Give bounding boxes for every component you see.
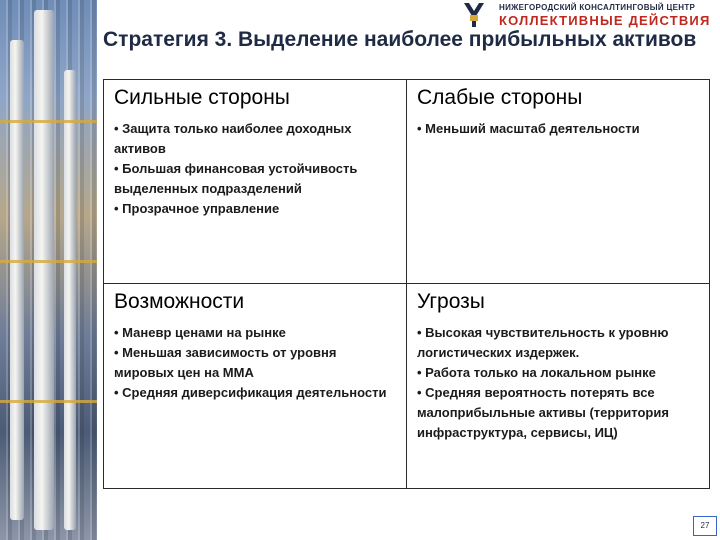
industrial-photo (0, 0, 97, 540)
threats-list (417, 323, 701, 443)
logo-title: КОЛЛЕКТИВНЫЕ ДЕЙСТВИЯ (499, 13, 711, 28)
opportunities-heading: Возможности (114, 290, 245, 313)
list-item: • Прозрачное управление (114, 201, 280, 216)
weaknesses-list (417, 119, 701, 139)
list-item: • Меньший масштаб деятельности (417, 121, 640, 136)
list-item: • Средняя диверсификация деятельности (114, 385, 387, 400)
swot-cell-weaknesses (407, 80, 710, 284)
strengths-heading: Сильные стороны (114, 86, 290, 109)
platform-band (0, 120, 97, 123)
slide-title: Стратегия 3. Выделение наиболее прибыльных активов (103, 28, 697, 51)
logo-subtitle: НИЖЕГОРОДСКИЙ КОНСАЛТИНГОВЫЙ ЦЕНТР (499, 3, 696, 12)
swot-cell-opportunities (104, 284, 407, 489)
platform-band (0, 260, 97, 263)
swot-cell-threats (407, 284, 710, 489)
list-item: • Меньшая зависимость от уровня мировых цен на ММА (114, 345, 337, 380)
refinery-column (64, 70, 76, 530)
list-item: • Средняя вероятность потерять все малоприбыльные активы (территория инфраструктура, сервисы, ИЦ) (417, 385, 669, 440)
page-number: 27 (693, 516, 717, 536)
refinery-column (34, 10, 54, 530)
strengths-list (114, 119, 398, 219)
swot-cell-strengths (104, 80, 407, 284)
platform-band (0, 400, 97, 403)
logo-emblem-icon (461, 2, 487, 28)
opportunities-list (114, 323, 398, 403)
list-item: • Маневр ценами на рынке (114, 325, 286, 340)
list-item: • Большая финансовая устойчивость выделенных подразделений (114, 161, 358, 196)
list-item: • Защита только наиболее доходных активов (114, 121, 352, 156)
weaknesses-heading: Слабые стороны (417, 86, 583, 109)
list-item: • Высокая чувствительность к уровню логистических издержек. (417, 325, 669, 360)
list-item: • Работа только на локальном рынке (417, 365, 656, 380)
swot-table (103, 79, 710, 489)
refinery-column (10, 40, 24, 520)
threats-heading: Угрозы (417, 290, 485, 313)
